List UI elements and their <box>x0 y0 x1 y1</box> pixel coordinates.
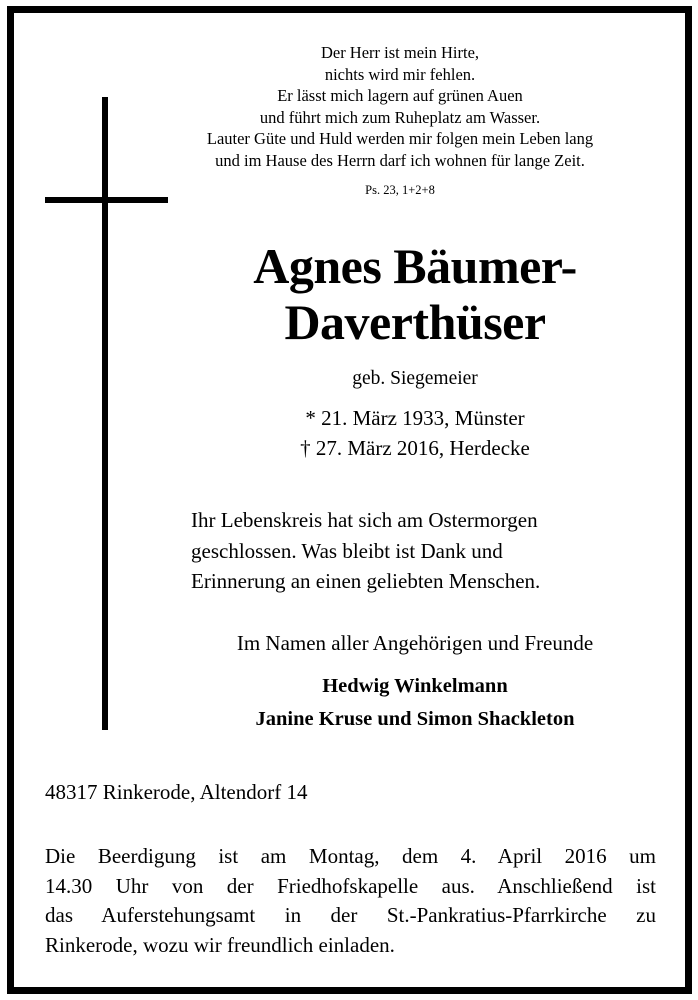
tribute-line: Erinnerung an einen geliebten Menschen. <box>191 569 541 593</box>
birth-date: * 21. März 1933, Münster <box>305 406 525 430</box>
deceased-name <box>170 238 660 350</box>
mourners-intro: Im Namen aller Angehörigen und Freunde <box>236 631 594 655</box>
psalm-line: und im Hause des Herrn darf ich wohnen für lange Zeit. <box>215 150 585 170</box>
funeral-info <box>45 842 656 960</box>
psalm-reference: Ps. 23, 1+2+8 <box>365 183 435 197</box>
psalm-line: nichts wird mir fehlen. <box>324 64 476 84</box>
funeral-line: das Auferstehungsamt in der St.-Pankratius-Pfarrkirche zu <box>45 903 656 927</box>
cross-vertical-bar <box>102 97 108 730</box>
psalm-line: Lauter Güte und Huld werden mir folgen mein Leben lang <box>206 129 594 149</box>
psalm-line: und führt mich zum Ruheplatz am Wasser. <box>259 107 541 127</box>
psalm-line: Der Herr ist mein Hirte, <box>320 43 480 62</box>
deceased-name-line1: Agnes Bäumer- <box>253 238 577 294</box>
death-date: † 27. März 2016, Herdecke <box>300 436 530 460</box>
family-address: 48317 Rinkerode, Altendorf 14 <box>45 780 308 804</box>
mourners-names <box>170 670 660 736</box>
deceased-name-line2: Daverthüser <box>284 294 546 350</box>
mourner-name: Janine Kruse und Simon Shackleton <box>255 708 575 730</box>
psalm-quote <box>170 42 630 172</box>
tribute-text <box>191 505 661 597</box>
funeral-line: Rinkerode, wozu wir freundlich einladen. <box>45 932 395 957</box>
psalm-line: Er lässt mich lagern auf grünen Auen <box>277 86 523 106</box>
mourner-name: Hedwig Winkelmann <box>322 675 508 697</box>
cross-horizontal-bar <box>45 197 168 203</box>
funeral-line: 14.30 Uhr von der Friedhofskapelle aus. Anschließend ist <box>45 873 656 898</box>
tribute-line: geschlossen. Was bleibt ist Dank und <box>191 538 503 563</box>
funeral-line: Die Beerdigung ist am Montag, dem 4. April 2016 um <box>45 844 656 868</box>
tribute-line: Ihr Lebenskreis hat sich am Ostermorgen <box>191 508 538 532</box>
birth-name: geb. Siegemeier <box>352 368 478 389</box>
life-dates <box>170 403 660 463</box>
